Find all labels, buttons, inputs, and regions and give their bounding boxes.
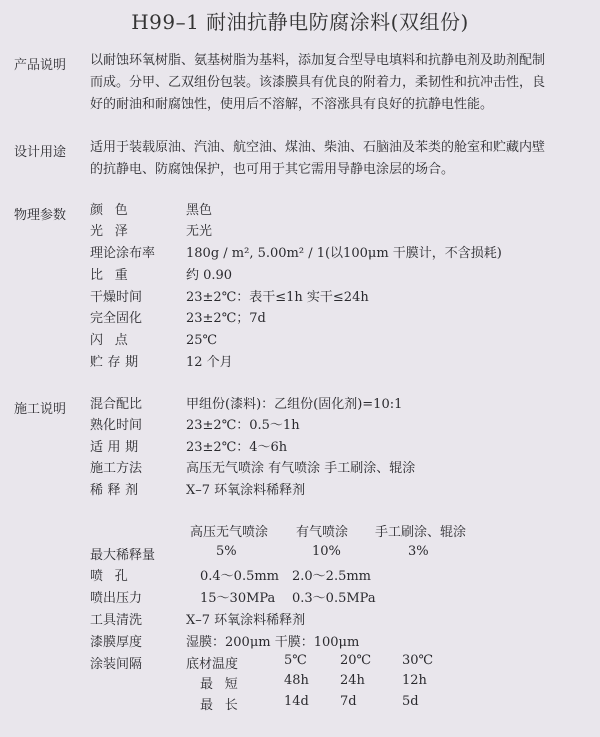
app-label: 施工方法: [90, 461, 143, 476]
header-airless: 高压无气喷涂: [190, 525, 269, 540]
param-label: 比重: [90, 268, 140, 283]
product-line: 而成。分甲、乙双组份包装。该漆膜具有优良的附着力，柔韧性和抗冲击性，良: [90, 75, 546, 90]
param-value: 23±2℃：表干≤1h 实干≤24h: [186, 290, 369, 305]
param-value: 黑色: [186, 203, 213, 218]
section-label-usage: 设计用途: [14, 145, 67, 160]
spec-temp: 20℃: [340, 653, 372, 668]
app-label: 适用期: [90, 440, 143, 455]
param-value: 180g / m², 5.00m² / 1(以100μm 干膜计，不含损耗): [186, 246, 502, 261]
section-label-physical: 物理参数: [14, 208, 67, 223]
spec-value: 14d: [284, 694, 309, 709]
param-label: 闪点: [90, 333, 140, 348]
spec-value: 3%: [408, 544, 429, 559]
usage-line: 适用于装载原油、汽油、航空油、煤油、柴油、石脑油及苯类的舱室和贮藏内壁: [90, 140, 546, 155]
spec-temp: 5℃: [284, 653, 307, 668]
param-label: 颜色: [90, 203, 140, 218]
spec-value: 7d: [340, 694, 357, 709]
app-label: 稀释剂: [90, 483, 143, 498]
spec-temp: 30℃: [402, 653, 434, 668]
app-value: X–7 环氧涂料稀释剂: [186, 483, 306, 498]
product-line: 好的耐油和耐腐蚀性，使用后不溶解，不溶涨具有良好的抗静电性能。: [90, 97, 494, 112]
app-label: 混合配比: [90, 397, 143, 412]
param-value: 25℃: [186, 333, 218, 348]
spec-label-thickness: 漆膜厚度: [90, 635, 143, 650]
usage-description: [90, 137, 590, 181]
spec-label-pressure: 喷出压力: [90, 591, 143, 606]
spec-value: 15～30MPa: [200, 591, 276, 606]
app-label: 熟化时间: [90, 418, 143, 433]
app-value: 23±2℃：0.5～1h: [186, 418, 300, 433]
spec-label-max-thinning: 最大稀释量: [90, 548, 156, 563]
spec-label-nozzle: 喷孔: [90, 569, 140, 584]
spec-value: 24h: [340, 673, 365, 688]
spec-label-interval: 涂装间隔: [90, 657, 143, 672]
section-label-application: 施工说明: [14, 402, 67, 417]
spec-sublabel-substrate-temp: 底材温度: [186, 657, 239, 672]
section-label-product: 产品说明: [14, 58, 67, 73]
spec-label-longest: 最长: [200, 698, 250, 713]
app-value: 23±2℃：4～6h: [186, 440, 288, 455]
spec-value: 0.4～0.5mm: [200, 569, 280, 584]
page-title: H99–1 耐油抗静电防腐涂料(双组份): [131, 10, 469, 34]
app-value: 高压无气喷涂 有气喷涂 手工刷涂、辊涂: [186, 461, 416, 476]
header-brush-roll: 手工刷涂、辊涂: [375, 525, 467, 540]
product-line: 以耐蚀环氧树脂、氨基树脂为基料，添加复合型导电填料和抗静电剂及助剂配制: [90, 53, 546, 68]
param-label: 光泽: [90, 224, 140, 239]
param-value: 12 个月: [186, 355, 233, 370]
param-label: 理论涂布率: [90, 246, 156, 261]
spec-value: 5d: [402, 694, 419, 709]
product-description: [90, 50, 590, 116]
spec-label-shortest: 最短: [200, 677, 250, 692]
spec-value: 5%: [216, 544, 237, 559]
param-value: 约 0.90: [186, 268, 233, 283]
spec-value: 48h: [284, 673, 309, 688]
param-label: 完全固化: [90, 311, 143, 326]
app-value: 甲组份(漆料)：乙组份(固化剂)=10:1: [186, 397, 403, 412]
spec-value: 湿膜：200μm 干膜：100μm: [186, 635, 360, 650]
param-value: 23±2℃；7d: [186, 311, 266, 326]
param-value: 无光: [186, 224, 213, 239]
header-air-spray: 有气喷涂: [296, 525, 349, 540]
usage-line: 的抗静电、防腐蚀保护，也可用于其它需用导静电涂层的场合。: [90, 162, 455, 177]
spec-value: 0.3～0.5MPa: [292, 591, 376, 606]
spec-value: 2.0～2.5mm: [292, 569, 372, 584]
spec-label-cleaning: 工具清洗: [90, 613, 143, 628]
spec-value: X–7 环氧涂料稀释剂: [186, 613, 306, 628]
spec-value: 10%: [312, 544, 341, 559]
spec-value: 12h: [402, 673, 427, 688]
param-label: 贮存期: [90, 355, 143, 370]
param-label: 干燥时间: [90, 290, 143, 305]
